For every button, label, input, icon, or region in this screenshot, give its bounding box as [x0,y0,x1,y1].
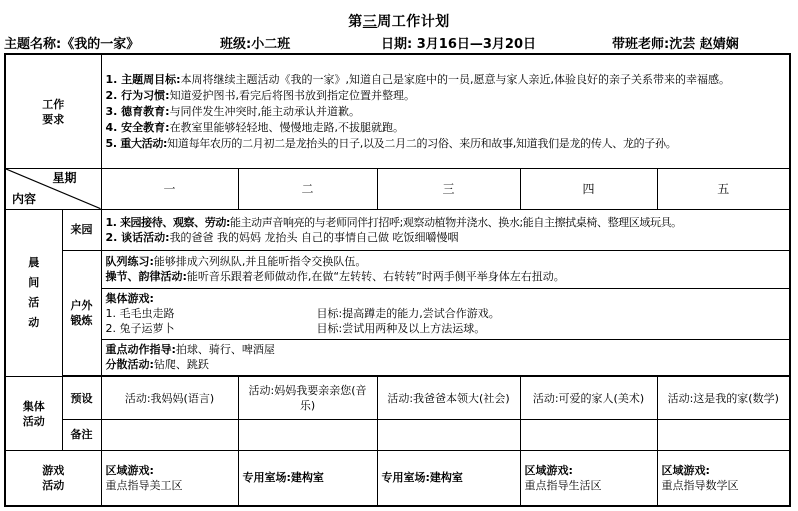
game-head: 区域游戏: [105,463,154,477]
game-day-3 [377,450,520,506]
weekday-3: 三 [377,169,520,210]
requirement-text: 本周将继续主题活动《我的一家》,知道自己是家庭中的一员,愿意与家人亲近,体验良好的亲子关系带来的幸福感。 [180,73,731,87]
notes-day-3 [377,420,520,450]
requirement-item [106,136,786,152]
game-head: 专用室场: [381,471,430,485]
rhythm-activity [106,269,786,284]
weekday-4: 四 [520,169,657,210]
activity-day-5: 活动:这是我的家(数学) [657,377,790,420]
title-prefix: 第 [348,14,363,30]
requirement-text: 知道每年农历的二月初二是龙抬头的日子,以及二月二的习俗、来历和故事,知道我们是龙的传人、龙的子孙。 [167,137,677,151]
group-game-item [106,321,786,336]
date-range: 日期: 3月16日—3月20日 [381,37,536,52]
scatter-activity [106,357,786,372]
label-line: 工作 [42,97,65,111]
key-text: 拍球、骑行、啤酒屋 [175,343,275,357]
morning-arrival-row [5,209,790,250]
label-line: 要求 [42,112,65,126]
weekday-diagonal-header [5,169,101,210]
weekday-5: 五 [657,169,790,210]
outdoor-content [101,250,790,376]
notes-day-2 [238,420,377,450]
notes-day-4 [520,420,657,450]
notes-day-5 [657,420,790,450]
talk-text: 我的爸爸 我的妈妈 龙抬头 自己的事情自己做 吃饭细嚼慢咽 [169,230,459,244]
key-guidance-section [102,340,790,374]
game-name: 1. 毛毛虫走路 [105,307,175,321]
notes-day-1 [101,420,238,450]
game-head: 区域游戏: [524,463,573,477]
group-games-head: 集体游戏: [105,292,154,306]
label-line: 动 [28,316,40,330]
arrival-line-2 [106,230,786,245]
requirement-item [106,72,786,88]
weekday-2: 二 [238,169,377,210]
game-day-1 [101,450,238,506]
game-day-5 [657,450,790,506]
work-plan-table [4,53,791,507]
label-line: 活动 [42,478,65,492]
game-text: 重点指导数学区 [661,478,739,492]
arrival-head: 1. 来园接待、观察、劳动: [105,215,230,229]
game-day-2 [238,450,377,506]
teachers: 带班老师:沈芸 赵婧娴 [612,37,739,52]
queue-head: 队列练习: [105,255,154,269]
arrival-text: 能主动声音响亮的与老师同伴打招呼;观察动植物并浇水、换水;能自主擦拭桌椅、整理区域玩具。 [229,215,682,229]
theme-name: 主题名称:《我的一家》 [4,37,140,52]
morning-outdoor-row [5,250,790,376]
key-head: 重点动作指导: [105,343,176,357]
class-name: 班级:小二班 [220,37,291,52]
activity-day-3: 活动:我爸爸本领大(社会) [377,377,520,420]
game-text: 建构室 [429,471,463,485]
title-suffix: 周工作计划 [377,14,450,30]
requirement-head: 2. 行为习惯: [105,89,170,103]
scatter-head: 分散活动: [105,358,154,372]
game-goal: 目标:尝试用两种及以上方法运球。 [316,322,486,336]
arrival-content [101,209,790,250]
rhythm-text: 能听音乐跟着老师做动作,在做“左转转、右转转”时两手侧平举身体左右扭动。 [186,270,565,284]
group-activity-notes-row [5,420,790,450]
morning-activity-label [5,209,62,377]
diagonal-top-label: 星期 [52,171,77,186]
requirement-text: 在教室里能够轻轻地、慢慢地走路,不拔腿就跑。 [169,121,405,135]
label-line: 集体 [22,399,45,413]
preset-label: 预设 [62,377,101,420]
label-line: 间 [28,276,40,290]
game-name: 2. 兔子运萝卜 [105,322,175,336]
talk-head: 2. 谈话活动: [105,230,170,244]
arrival-line-1 [106,215,786,230]
game-head: 专用室场: [242,471,291,485]
diagonal-bottom-label: 内容 [12,191,37,206]
work-requirements-row [5,54,790,169]
group-game-item [106,306,786,321]
requirement-head: 1. 主题周目标: [105,73,181,87]
game-text: 建构室 [290,471,324,485]
queue-practice [106,254,786,269]
work-requirements-content [101,54,790,169]
requirement-item [106,104,786,120]
game-day-4 [520,450,657,506]
outdoor-label [62,250,101,376]
activity-day-4: 活动:可爱的家人(美术) [520,377,657,420]
drill-section [102,251,790,289]
game-activity-row [5,450,790,506]
requirement-text: 与同伴发生冲突时,能主动承认并道歉。 [169,105,361,119]
requirement-item [106,88,786,104]
page-title [0,11,798,31]
group-games-section [102,289,790,340]
group-activity-preset-row [5,377,790,420]
game-head: 区域游戏: [661,463,710,477]
label-line: 户外 [70,298,93,312]
title-week-number: 三 [362,14,378,30]
arrival-label: 来园 [62,209,101,250]
key-action-guidance [106,342,786,357]
group-activity-label [5,377,62,450]
requirement-text: 知道爱护图书,看完后将图书放到指定位置并整理。 [169,89,416,103]
game-activity-label [5,450,101,506]
game-goal: 目标:提高蹲走的能力,尝试合作游戏。 [316,307,500,321]
requirement-head: 4. 安全教育: [105,121,170,135]
requirement-head: 3. 德育教育: [105,105,170,119]
game-text: 重点指导美工区 [105,478,183,492]
requirement-head: 5. 重大活动: [105,137,168,151]
label-line: 活 [28,296,40,310]
label-line: 活动 [22,414,45,428]
weekday-1: 一 [101,169,238,210]
activity-day-2: 活动:妈妈我要亲亲您(音乐) [238,377,377,420]
plan-header [0,33,798,51]
weekday-row [5,169,790,210]
queue-text: 能够排成六列纵队,并且能听指令交换队伍。 [153,255,367,269]
label-line: 游戏 [42,463,65,477]
label-line: 晨 [28,256,40,270]
work-requirements-label [5,54,101,169]
scatter-text: 钻爬、跳跃 [153,358,209,372]
notes-label: 备注 [62,420,101,450]
requirement-item [106,120,786,136]
game-text: 重点指导生活区 [524,478,602,492]
label-line: 锻炼 [70,313,93,327]
rhythm-head: 操节、韵律活动: [105,270,187,284]
activity-day-1: 活动:我妈妈(语言) [101,377,238,420]
